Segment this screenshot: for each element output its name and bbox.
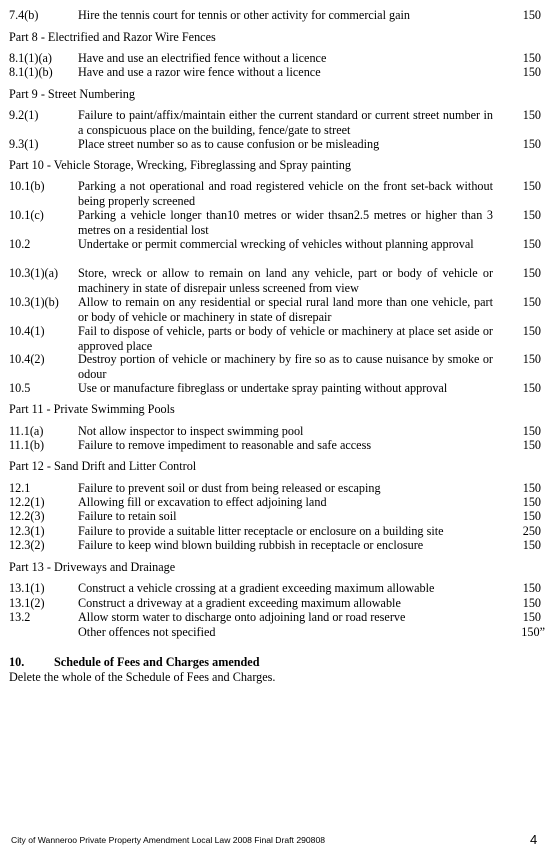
penalty-amount: 250 — [522, 524, 541, 538]
clause-number: 10.4(1) — [9, 324, 45, 338]
clause-number: 12.2(1) — [9, 495, 45, 509]
penalty-amount: 150 — [522, 610, 541, 624]
penalty-amount: 150 — [522, 8, 541, 22]
offence-description: Failure to remove impediment to reasonable and safe access — [78, 438, 372, 452]
part-heading: Part 13 - Driveways and Drainage — [9, 560, 176, 574]
offence-description: Use or manufacture fibreglass or undertake spray painting without approval — [78, 381, 448, 395]
clause-number: 10.4(2) — [9, 352, 45, 366]
penalty-amount: 150 — [522, 65, 541, 79]
clause-number: 11.1(a) — [9, 424, 44, 438]
penalty-amount: 150 — [522, 481, 541, 495]
offence-description: Not allow inspector to inspect swimming pool — [78, 424, 304, 438]
section-title: Schedule of Fees and Charges amended — [54, 655, 260, 669]
offence-description: Parking a not operational and road registered vehicle on the front set-back without being properly screened — [78, 179, 493, 208]
penalty-amount: 150 — [522, 509, 541, 523]
offence-description: Destroy portion of vehicle or machinery by fire so as to cause nuisance by smoke or odour — [78, 352, 493, 381]
clause-number: 9.2(1) — [9, 108, 39, 122]
offence-description: Failure to prevent soil or dust from being released or escaping — [78, 481, 381, 495]
clause-number: 8.1(1)(a) — [9, 51, 52, 65]
offence-description: Allowing fill or excavation to effect adjoining land — [78, 495, 327, 509]
part-heading: Part 11 - Private Swimming Pools — [9, 402, 175, 416]
clause-number: 10.1(c) — [9, 208, 44, 222]
offence-description: Failure to keep wind blown building rubbish in receptacle or enclosure — [78, 538, 424, 552]
clause-number: 11.1(b) — [9, 438, 45, 452]
clause-number: 10.3(1)(b) — [9, 295, 59, 309]
clause-number: 9.3(1) — [9, 137, 39, 151]
section-heading — [9, 655, 260, 670]
penalty-amount: 150 — [522, 266, 541, 280]
offence-description: Allow to remain on any residential or special rural land more than one vehicle, part or body of vehicle or machinery in state of disrepair — [78, 295, 493, 324]
part-heading: Part 10 - Vehicle Storage, Wrecking, Fibreglassing and Spray painting — [9, 158, 351, 172]
clause-number: 10.5 — [9, 381, 31, 395]
offence-description: Store, wreck or allow to remain on land any vehicle, part or body of vehicle or machinery in state of disrepair unless screened from view — [78, 266, 493, 295]
penalty-amount: 150 — [522, 51, 541, 65]
clause-number: 12.2(3) — [9, 509, 45, 523]
penalty-amount: 150 — [522, 137, 541, 151]
offence-description: Allow storm water to discharge onto adjoining land or road reserve — [78, 610, 406, 624]
offence-description: Hire the tennis court for tennis or other activity for commercial gain — [78, 8, 410, 22]
offence-description: Failure to paint/affix/maintain either the current standard or current street number in a conspicuous place on the building, fence/gate to street — [78, 108, 493, 137]
clause-number: 13.1(2) — [9, 596, 45, 610]
penalty-amount: 150 — [522, 381, 541, 395]
clause-number: 7.4(b) — [9, 8, 39, 22]
penalty-amount: 150 — [522, 581, 541, 595]
clause-number: 10.3(1)(a) — [9, 266, 59, 280]
penalty-amount: 150 — [522, 438, 541, 452]
penalty-amount: 150 — [522, 179, 541, 193]
part-heading: Part 8 - Electrified and Razor Wire Fences — [9, 30, 216, 44]
offence-description: Fail to dispose of vehicle, parts or body of vehicle or machinery at place set aside or approved place — [78, 324, 493, 353]
offence-description: Parking a vehicle longer than10 metres or wider thsan2.5 metres or higher than 3 metres on a residential lost — [78, 208, 493, 237]
part-heading: Part 12 - Sand Drift and Litter Control — [9, 459, 197, 473]
clause-number: 10.2 — [9, 237, 31, 251]
section-text: Delete the whole of the Schedule of Fees and Charges. — [9, 670, 276, 684]
penalty-amount: 150 — [522, 324, 541, 338]
footer-document-title: City of Wanneroo Private Property Amendment Local Law 2008 Final Draft 290808 — [11, 835, 325, 845]
penalty-amount: 150 — [522, 237, 541, 251]
penalty-amount: 150” — [521, 625, 545, 639]
clause-number: 12.1 — [9, 481, 31, 495]
penalty-amount: 150 — [522, 352, 541, 366]
page-number: 4 — [530, 832, 538, 847]
penalty-amount: 150 — [522, 108, 541, 122]
clause-number: 13.1(1) — [9, 581, 45, 595]
offence-description: Other offences not specified — [78, 625, 216, 639]
section-number: 10. — [9, 655, 25, 669]
offence-description: Construct a driveway at a gradient exceeding maximum allowable — [78, 596, 401, 610]
penalty-amount: 150 — [522, 538, 541, 552]
clause-number: 10.1(b) — [9, 179, 45, 193]
clause-number: 8.1(1)(b) — [9, 65, 53, 79]
penalty-amount: 150 — [522, 295, 541, 309]
offence-description: Failure to provide a suitable litter receptacle or enclosure on a building site — [78, 524, 444, 538]
offence-description: Place street number so as to cause confusion or be misleading — [78, 137, 380, 151]
penalty-amount: 150 — [522, 495, 541, 509]
offence-description: Failure to retain soil — [78, 509, 177, 523]
clause-number: 13.2 — [9, 610, 31, 624]
offence-description: Undertake or permit commercial wrecking of vehicles without planning approval — [78, 237, 474, 251]
offence-description: Have and use a razor wire fence without a licence — [78, 65, 321, 79]
penalty-amount: 150 — [522, 596, 541, 610]
penalty-amount: 150 — [522, 208, 541, 222]
clause-number: 12.3(1) — [9, 524, 45, 538]
offence-description: Have and use an electrified fence without a licence — [78, 51, 327, 65]
clause-number: 12.3(2) — [9, 538, 45, 552]
part-heading: Part 9 - Street Numbering — [9, 87, 135, 101]
penalty-amount: 150 — [522, 424, 541, 438]
offence-description: Construct a vehicle crossing at a gradient exceeding maximum allowable — [78, 581, 435, 595]
